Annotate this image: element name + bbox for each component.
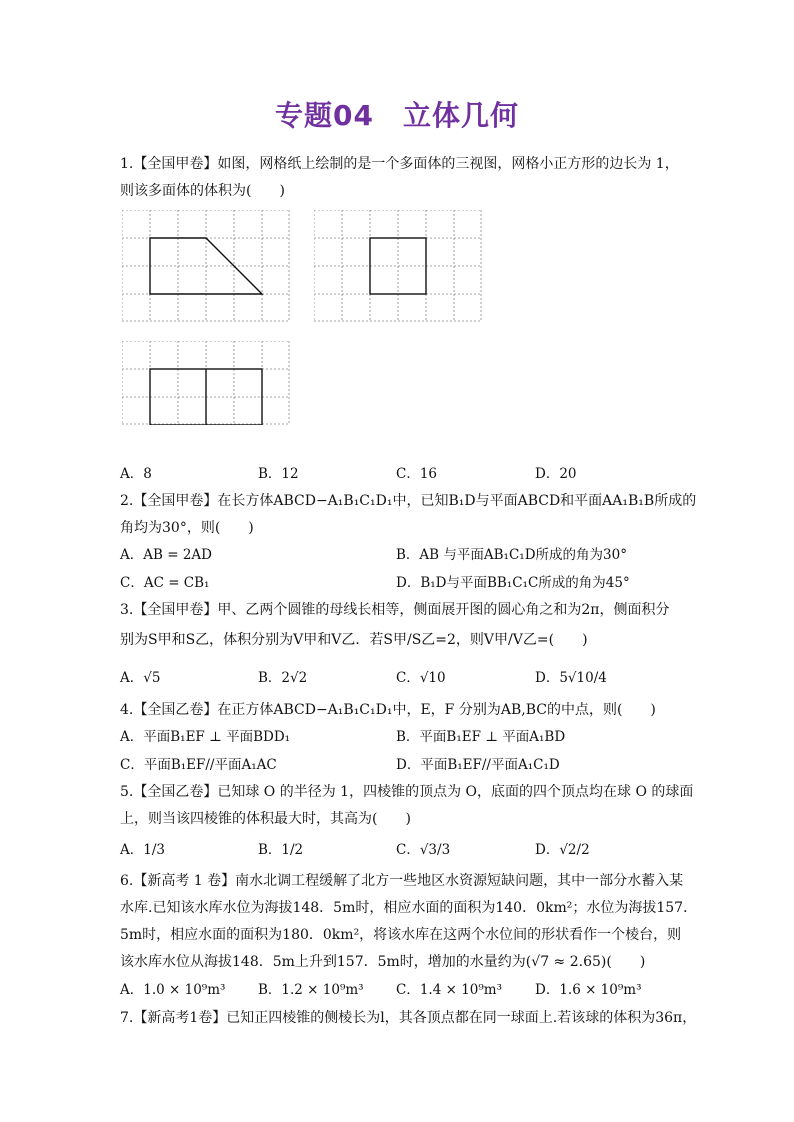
q2-stem-line2: 角均为30°，则( ) bbox=[120, 520, 254, 536]
q1-option-c: C．16 bbox=[396, 466, 438, 482]
q6-option-c: C．1.4 × 10⁹m³ bbox=[396, 982, 502, 998]
q4-option-d: D．平面B₁EF//平面A₁C₁D bbox=[396, 757, 560, 773]
q2-stem-line1: 2.【全国甲卷】在长方体ABCD−A₁B₁C₁D₁中，已知B₁D与平面ABCD和平面AA₁B₁B所成的 bbox=[120, 493, 697, 509]
q2-option-c: C．AC = CB₁ bbox=[120, 575, 210, 591]
q2-option-a: A．AB = 2AD bbox=[120, 547, 212, 563]
q1-stem-line1: 1.【全国甲卷】如图，网格纸上绘制的是一个多面体的三视图，网格小正方形的边长为 1， bbox=[120, 156, 679, 172]
q4-option-c: C．平面B₁EF//平面A₁AC bbox=[120, 757, 277, 773]
q4-option-b: B．平面B₁EF ⊥ 平面A₁BD bbox=[396, 729, 566, 745]
q5-option-a: A．1/3 bbox=[120, 842, 165, 858]
q6-option-d: D．1.6 × 10⁹m³ bbox=[535, 982, 642, 998]
q1-option-d: D．20 bbox=[535, 466, 577, 482]
q6-stem-line3: 5m时，相应水面的面积为180．0km²，将该水库在这两个水位间的形状看作一个棱台，则 bbox=[120, 927, 682, 943]
q3-stem-line2: 别为S甲和S乙，体积分别为V甲和V乙．若S甲/S乙=2，则V甲/V乙=( ) bbox=[120, 632, 588, 648]
q6-stem-line2: 水库.已知该水库水位为海拔148．5m时，相应水面的面积为140．0km²；水位为海拔157． bbox=[120, 900, 698, 916]
q4-option-a: A．平面B₁EF ⊥ 平面BDD₁ bbox=[120, 729, 291, 745]
q6-stem-line1: 6.【新高考 1 卷】南水北调工程缓解了北方一些地区水资源短缺问题，其中一部分水蓄入某 bbox=[120, 873, 684, 889]
q5-option-b: B．1/2 bbox=[258, 842, 304, 858]
q2-option-d: D．B₁D与平面BB₁C₁C所成的角为45° bbox=[396, 575, 630, 591]
q3-stem-line1: 3.【全国甲卷】甲、乙两个圆锥的母线长相等，侧面展开图的圆心角之和为2π，侧面积分 bbox=[120, 602, 670, 618]
q6-option-a: A．1.0 × 10⁹m³ bbox=[120, 982, 226, 998]
q1-option-a: A．8 bbox=[120, 466, 152, 482]
q1-front-view-figure bbox=[122, 210, 290, 322]
q1-top-view-figure bbox=[122, 341, 290, 425]
q3-option-d: D．5√10/4 bbox=[535, 670, 607, 686]
q5-option-c: C．√3/3 bbox=[396, 842, 451, 858]
q1-option-b: B．12 bbox=[258, 466, 299, 482]
q3-option-a: A．√5 bbox=[120, 670, 161, 686]
q6-option-b: B．1.2 × 10⁹m³ bbox=[258, 982, 364, 998]
q3-option-c: C．√10 bbox=[396, 670, 446, 686]
q7-stem-line1: 7.【新高考1卷】已知正四棱锥的侧棱长为l，其各顶点都在同一球面上.若该球的体积为36π， bbox=[120, 1010, 697, 1026]
q1-side-view-figure bbox=[314, 210, 482, 322]
q5-option-d: D．√2/2 bbox=[535, 842, 590, 858]
q2-option-b: B．AB 与平面AB₁C₁D所成的角为30° bbox=[396, 547, 627, 563]
q4-stem-line1: 4.【全国乙卷】在正方体ABCD−A₁B₁C₁D₁中，E，F 分别为AB,BC的中点，则( ) bbox=[120, 702, 656, 718]
q5-stem-line1: 5.【全国乙卷】已知球 O 的半径为 1，四棱锥的顶点为 O，底面的四个顶点均在球 O 的球面 bbox=[120, 784, 694, 800]
q1-stem-line2: 则该多面体的体积为( ) bbox=[120, 183, 285, 199]
q6-stem-line4: 该水库水位从海拔148．5m上升到157．5m时，增加的水量约为(√7 ≈ 2.65)( ) bbox=[120, 954, 646, 970]
q5-stem-line2: 上，则当该四棱锥的体积最大时，其高为( ) bbox=[120, 811, 411, 827]
page-title: 专题04 立体几何 bbox=[275, 99, 519, 132]
q3-option-b: B．2√2 bbox=[258, 670, 308, 686]
